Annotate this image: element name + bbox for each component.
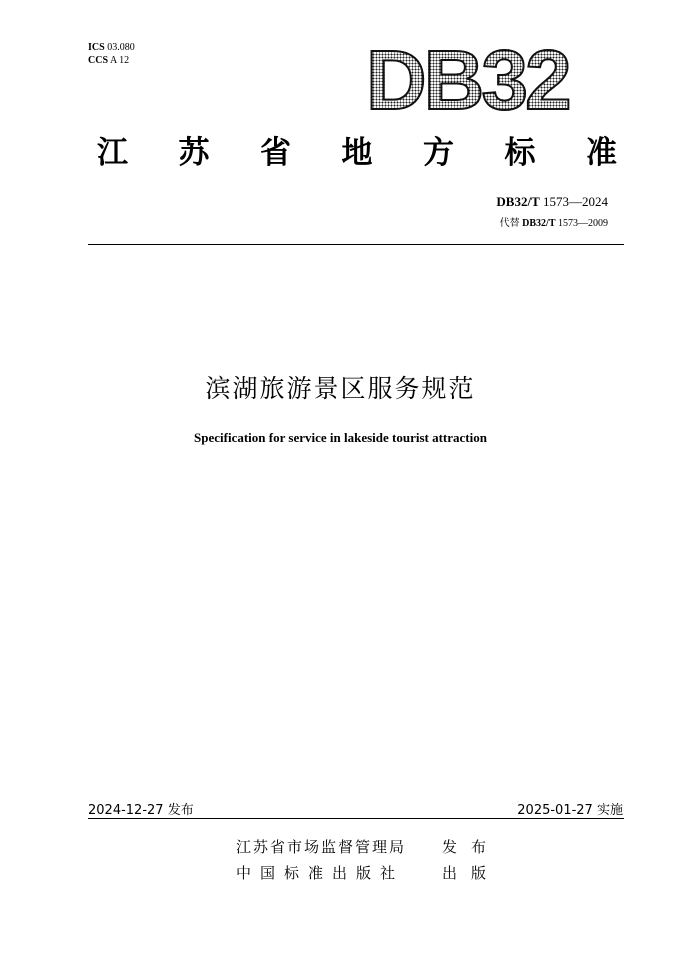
replaces-prefix: DB32/T: [522, 218, 556, 229]
category-char: 地: [341, 135, 373, 171]
implement-date: [517, 799, 623, 818]
replaces-number: 1573—2009: [558, 218, 608, 229]
ccs-line: [88, 54, 135, 67]
category-char: 方: [423, 135, 454, 171]
document-title-en: Specification for service in lakeside tourist attraction: [194, 430, 487, 445]
standard-number: [496, 194, 608, 210]
top-divider: [88, 244, 624, 245]
document-title-cn: 滨湖旅游景区服务规范: [205, 374, 476, 403]
issuer-action: 发布: [442, 838, 501, 856]
press-name: 中国标准出版社: [236, 864, 405, 882]
category-char: 苏: [178, 135, 210, 171]
release-date: [88, 799, 194, 818]
standard-number-value: 1573—2024: [543, 194, 608, 209]
replaces-label: 代替: [499, 218, 520, 229]
ccs-label: CCS: [88, 55, 109, 66]
ccs-value: A 12: [109, 55, 130, 66]
implement-date-label: 实施: [596, 803, 623, 818]
category-char: 省: [260, 135, 291, 171]
category-char: 江: [97, 135, 128, 171]
standard-category-title: [97, 135, 617, 171]
release-date-value: 2024-12-27: [88, 803, 164, 818]
issuer-name: 江苏省市场监督管理局: [236, 838, 407, 856]
replaces-standard: [500, 214, 608, 229]
ics-ccs-block: [88, 41, 135, 67]
bottom-divider: [88, 818, 624, 819]
category-char: 标: [504, 135, 536, 171]
category-char: 准: [586, 135, 617, 171]
press-action: 出版: [442, 864, 501, 882]
release-date-label: 发布: [167, 803, 194, 818]
ics-label: ICS: [88, 42, 105, 53]
ics-line: [88, 41, 135, 54]
ics-value: 03.080: [107, 42, 135, 53]
implement-date-value: 2025-01-27: [517, 803, 593, 818]
standard-number-prefix: DB32/T: [496, 194, 540, 209]
db32-logo: DB32: [366, 33, 569, 127]
